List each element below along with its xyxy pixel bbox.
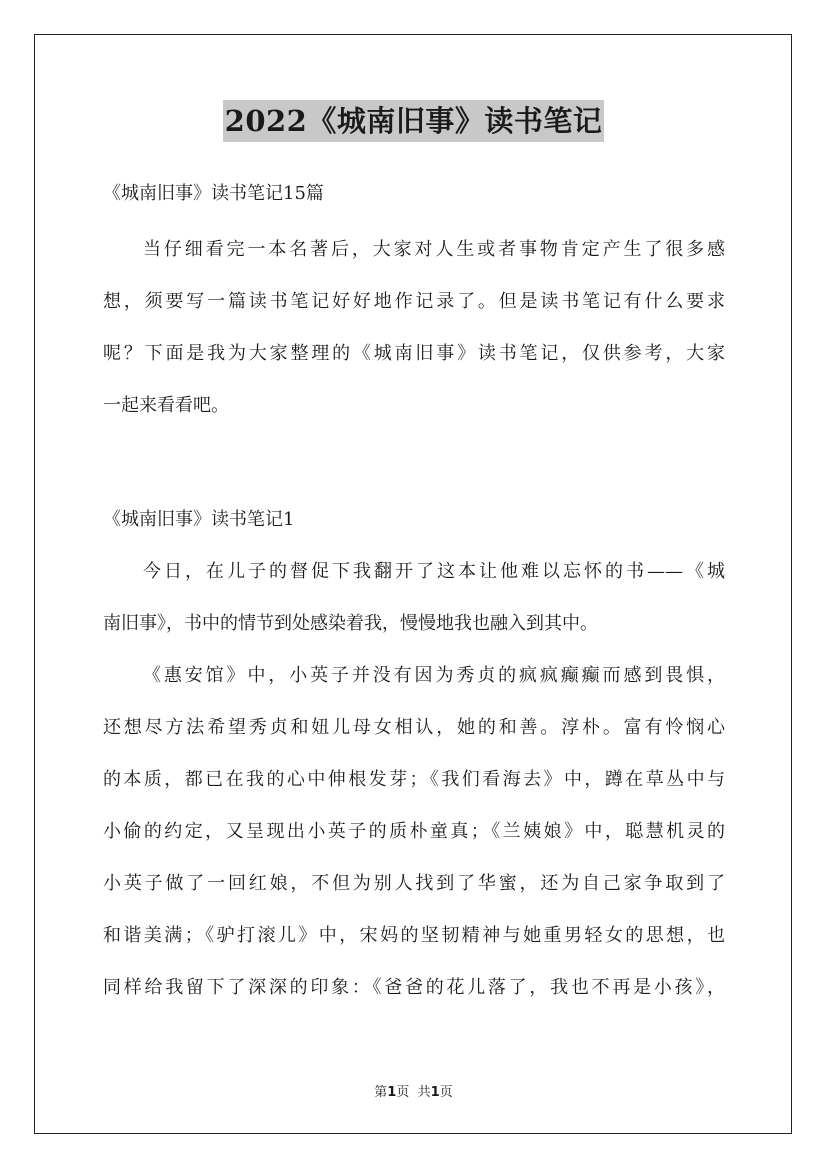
document-title-text: 2022《城南旧事》读书笔记	[223, 100, 605, 142]
subtitle: 《城南旧事》读书笔记15篇	[103, 183, 324, 204]
document-title	[0, 100, 827, 142]
paragraph-line: 的本质，都已在我的心中伸根发芽；《我们看海去》中，蹲在草丛中与	[103, 769, 725, 790]
intro-line: 一起来看看吧。	[103, 395, 229, 416]
paragraph-line: 今日，在儿子的督促下我翻开了这本让他难以忘怀的书——《城	[143, 561, 725, 582]
page-prefix: 第	[374, 1085, 388, 1100]
total-prefix: 共	[417, 1085, 431, 1100]
paragraph-line: 同样给我留下了深深的印象：《爸爸的花儿落了，我也不再是小孩》，	[103, 977, 725, 998]
intro-line: 呢？下面是我为大家整理的《城南旧事》读书笔记，仅供参考，大家	[103, 343, 725, 364]
paragraph-line: 和谐美满；《驴打滚儿》中，宋妈的坚韧精神与她重男轻女的思想，也	[103, 925, 725, 946]
paragraph-line: 小英子做了一回红娘，不但为别人找到了华蜜，还为自己家争取到了	[103, 873, 725, 894]
page-suffix: 页	[396, 1085, 410, 1100]
total-suffix: 页	[439, 1085, 453, 1100]
paragraph-line: 《惠安馆》中，小英子并没有因为秀贞的疯疯癫癫而感到畏惧，	[143, 665, 725, 686]
paragraph-line: 小偷的约定，又呈现出小英子的质朴童真；《兰姨娘》中，聪慧机灵的	[103, 821, 725, 842]
intro-line: 当仔细看完一本名著后，大家对人生或者事物肯定产生了很多感	[143, 239, 725, 260]
paragraph-line: 还想尽方法希望秀贞和妞儿母女相认，她的和善。淳朴。富有怜悯心	[103, 717, 725, 738]
total-pages: 1	[430, 1085, 440, 1100]
intro-line: 想，须要写一篇读书笔记好好地作记录了。但是读书笔记有什么要求	[103, 291, 725, 312]
page-number: 1	[387, 1085, 397, 1100]
paragraph-line: 南旧事》，书中的情节到处感染着我，慢慢地我也融入到其中。	[103, 613, 598, 634]
page-footer	[0, 1084, 827, 1102]
section-heading: 《城南旧事》读书笔记1	[103, 509, 295, 530]
